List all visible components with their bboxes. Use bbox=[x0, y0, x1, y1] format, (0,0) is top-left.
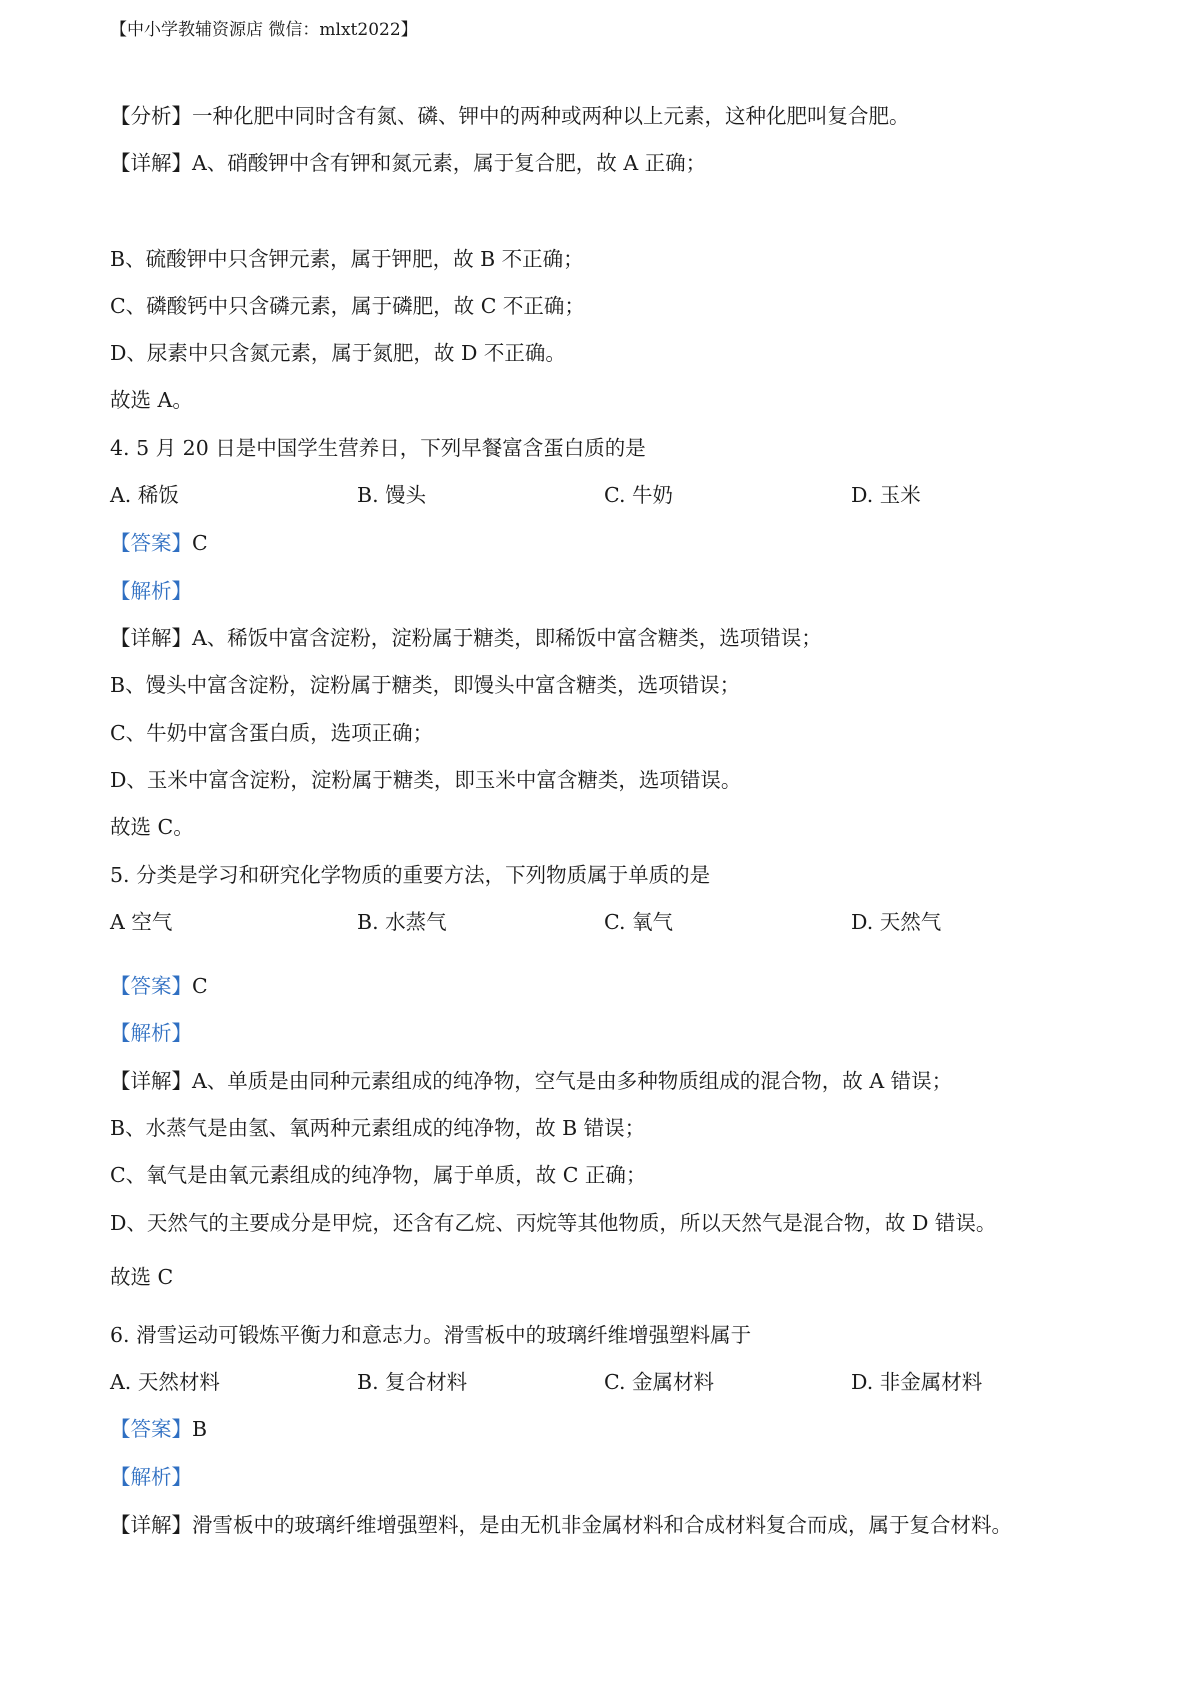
q3-detail-d: D、尿素中只含氮元素，属于氮肥，故 D 不正确。 bbox=[110, 341, 566, 365]
q5-analysis-label: 【解析】 bbox=[110, 1021, 192, 1045]
q5-detail-d: D、天然气的主要成分是甲烷，还含有乙烷、丙烷等其他物质，所以天然气是混合物，故 D 错误。 bbox=[110, 1211, 997, 1235]
q6-detail: 【详解】滑雪板中的玻璃纤维增强塑料，是由无机非金属材料和合成材料复合而成，属于复合材料。 bbox=[110, 1513, 1012, 1537]
q4-option-c: C. 牛奶 bbox=[604, 483, 673, 507]
q3-detail-c: C、磷酸钙中只含磷元素，属于磷肥，故 C 不正确； bbox=[110, 294, 585, 318]
q5-option-b: B. 水蒸气 bbox=[357, 910, 447, 934]
q3-detail-b: B、硫酸钾中只含钾元素，属于钾肥，故 B 不正确； bbox=[110, 247, 584, 271]
q6-question: 6. 滑雪运动可锻炼平衡力和意志力。滑雪板中的玻璃纤维增强塑料属于 bbox=[110, 1323, 752, 1347]
q5-choose: 故选 C bbox=[110, 1265, 174, 1289]
q5-question: 5. 分类是学习和研究化学物质的重要方法，下列物质属于单质的是 bbox=[110, 863, 711, 887]
q4-option-a: A. 稀饭 bbox=[110, 483, 179, 507]
page-header: 【中小学教辅资源店 微信：mlxt2022】 bbox=[110, 20, 418, 40]
q5-option-c: C. 氧气 bbox=[604, 910, 673, 934]
q4-answer bbox=[110, 528, 208, 558]
answer-label: 【答案】 bbox=[110, 974, 192, 998]
q6-option-c: C. 金属材料 bbox=[604, 1370, 714, 1394]
q4-detail-d: D、玉米中富含淀粉，淀粉属于糖类，即玉米中富含糖类，选项错误。 bbox=[110, 768, 742, 792]
q3-choose: 故选 A。 bbox=[110, 388, 193, 412]
answer-label: 【答案】 bbox=[110, 1417, 192, 1441]
q6-analysis-label: 【解析】 bbox=[110, 1465, 192, 1489]
q4-option-b: B. 馒头 bbox=[357, 483, 427, 507]
q5-option-d: D. 天然气 bbox=[851, 910, 942, 934]
q4-detail-b: B、馒头中富含淀粉，淀粉属于糖类，即馒头中富含糖类，选项错误； bbox=[110, 673, 741, 697]
answer-value: C bbox=[192, 531, 208, 555]
q6-option-a: A. 天然材料 bbox=[110, 1370, 220, 1394]
q4-detail-a: 【详解】A、稀饭中富含淀粉，淀粉属于糖类，即稀饭中富含糖类，选项错误； bbox=[110, 626, 822, 650]
q5-detail-b: B、水蒸气是由氢、氧两种元素组成的纯净物，故 B 错误； bbox=[110, 1116, 646, 1140]
answer-value: B bbox=[192, 1417, 208, 1441]
answer-label: 【答案】 bbox=[110, 531, 192, 555]
q5-answer bbox=[110, 971, 208, 1001]
q3-analysis: 【分析】一种化肥中同时含有氮、磷、钾中的两种或两种以上元素，这种化肥叫复合肥。 bbox=[110, 104, 910, 128]
q5-option-a: A 空气 bbox=[110, 910, 173, 934]
q3-detail-a: 【详解】A、硝酸钾中含有钾和氮元素，属于复合肥，故 A 正确； bbox=[110, 151, 707, 175]
q5-detail-c: C、氧气是由氧元素组成的纯净物，属于单质，故 C 正确； bbox=[110, 1163, 647, 1187]
q6-answer bbox=[110, 1414, 207, 1444]
q5-detail-a: 【详解】A、单质是由同种元素组成的纯净物，空气是由多种物质组成的混合物，故 A 错误； bbox=[110, 1069, 953, 1093]
q4-choose: 故选 C。 bbox=[110, 815, 194, 839]
q4-option-d: D. 玉米 bbox=[851, 483, 921, 507]
q4-analysis-label: 【解析】 bbox=[110, 579, 192, 603]
q4-detail-c: C、牛奶中富含蛋白质，选项正确； bbox=[110, 721, 434, 745]
answer-value: C bbox=[192, 974, 208, 998]
q4-question: 4. 5 月 20 日是中国学生营养日，下列早餐富含蛋白质的是 bbox=[110, 436, 646, 460]
q6-option-d: D. 非金属材料 bbox=[851, 1370, 983, 1394]
q6-option-b: B. 复合材料 bbox=[357, 1370, 468, 1394]
